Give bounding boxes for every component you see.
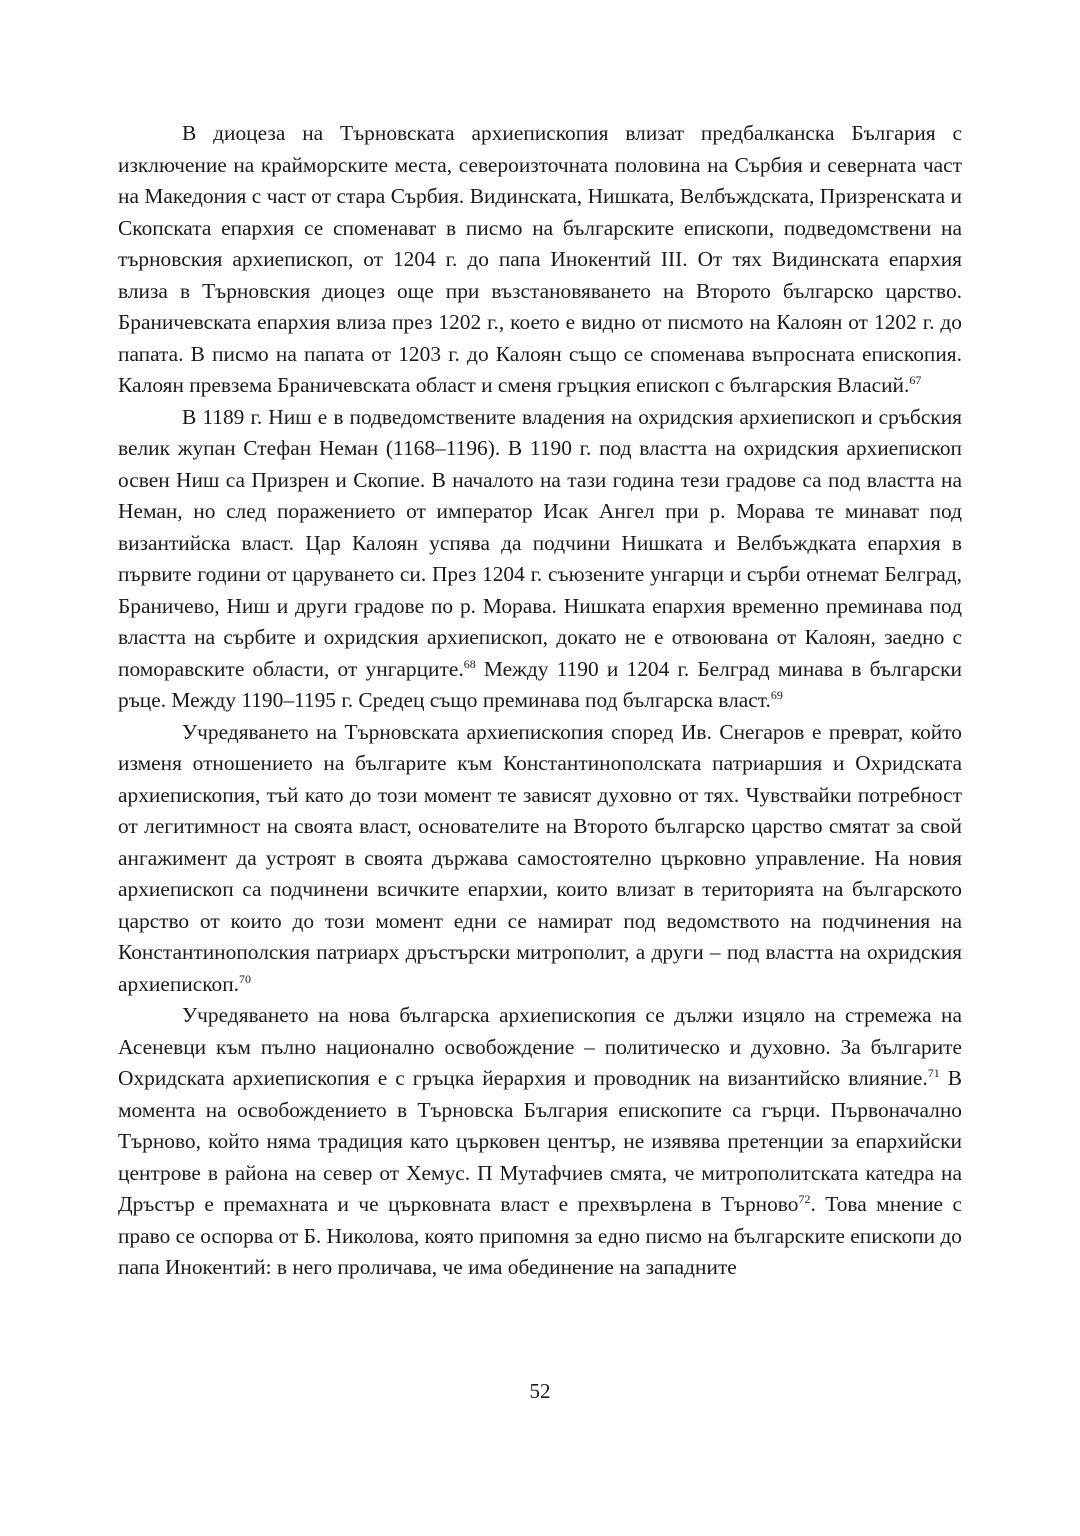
page-number: 52 <box>529 1379 551 1403</box>
paragraph-4-text-b: В момента на освобождението в Търновска България епископите са гърци. Първоначално Търново, който няма традиция като църковен център, не изявява претенции за епархийски центрове в района на север от Хемус. П Мутафчиев смята, че митрополитската катедра на Дръстър е премахната и че църковната власт е прехвърлена в Търново <box>118 1066 962 1216</box>
paragraph-4-text-a: Учредяването на нова българска архиепископия се дължи изцяло на стремежа на Асеневци към пълно национално освобождение – политическо и духовно. За българите Охридската архиепископия е с гръцка йерархия и проводник на византийско влияние. <box>118 1003 962 1090</box>
footnote-ref-68: 68 <box>463 656 476 671</box>
paragraph-1 <box>118 118 962 402</box>
paragraph-1-text: В диоцеза на Търновската архиепископия влизат предбалканска България с изключение на крайморските места, североизточната половина на Сърбия и северната част на Македония с част от стара Сърбия. Видинската, Нишката, Велбъждската, Призренската и Скопската епархия се споменават в писмо на българските епископи, подведомствени на търновския архиепископ, от 1204 г. до папа Инокентий III. От тях Видинската епархия влиза в Търновския диоцез още при възстановяването на Второто българско царство. Браничевската епархия влиза през 1202 г., което е видно от писмото на Калоян от 1202 г. до папата. В писмо на папата от 1203 г. до Калоян също се споменава въпросната епископия. Калоян превзема Браничевската област и сменя гръцкия епископ с българския Власий. <box>118 121 962 397</box>
footnote-ref-70: 70 <box>239 971 252 986</box>
paragraph-3 <box>118 717 962 1001</box>
paragraph-3-text: Учредяването на Търновската архиепископия според Ив. Снегаров е преврат, който изменя отношението на българите към Константинополската патриаршия и Охридската архиепископия, тъй като до този момент те зависят духовно от тях. Чувствайки потребност от легитимност на своята власт, основателите на Второто българско царство смятат за свой ангажимент да устроят в своята държава самостоятелно църковно управление. На новия архиепископ са подчинени всичките епархии, които влизат в територията на българското царство от които до този момент едни се намират под ведомството на подчинения на Константинополския патриарх дръстърски митрополит, а други – под властта на охридския архиепископ. <box>118 719 962 996</box>
footnote-ref-71: 71 <box>927 1065 940 1080</box>
footnote-ref-67: 67 <box>909 372 922 387</box>
paragraph-2 <box>118 402 962 717</box>
page-body <box>118 118 962 1284</box>
paragraph-2-text-b: Между 1190 и 1204 г. Белград минава в български ръце. Между 1190–1195 г. Средец също преминава под българска власт. <box>118 656 962 712</box>
paragraph-2-text-a: В 1189 г. Ниш е в подведомствените владения на охридския архиепископ и сръбския велик жупан Стефан Неман (1168–1196). В 1190 г. под властта на охридския архиепископ освен Ниш са Призрен и Скопие. В началото на тази година тези градове са под властта на Неман, но след поражението от император Исак Ангел при р. Морава те минават под византийска власт. Цар Калоян успява да подчини Нишката и Велбъждката епархия в първите години от царуването си. През 1204 г. съюзените унгарци и сърби отнемат Белград, Браничево, Ниш и други градове по р. Морава. Нишката епархия временно преминава под властта на сърбите и охридския архиепископ, докато не е отвоювана от Калоян, заедно с поморавските области, от унгарците. <box>118 404 962 681</box>
paragraph-4-text-c: . Това мнение с право се оспорва от Б. Николова, която припомня за едно писмо на българските епископи до папа Инокентий: в него проличава, че има обединение на западните <box>118 1192 962 1279</box>
paragraph-4 <box>118 1000 962 1284</box>
footnote-ref-72: 72 <box>798 1191 811 1206</box>
footnote-ref-69: 69 <box>770 687 783 702</box>
